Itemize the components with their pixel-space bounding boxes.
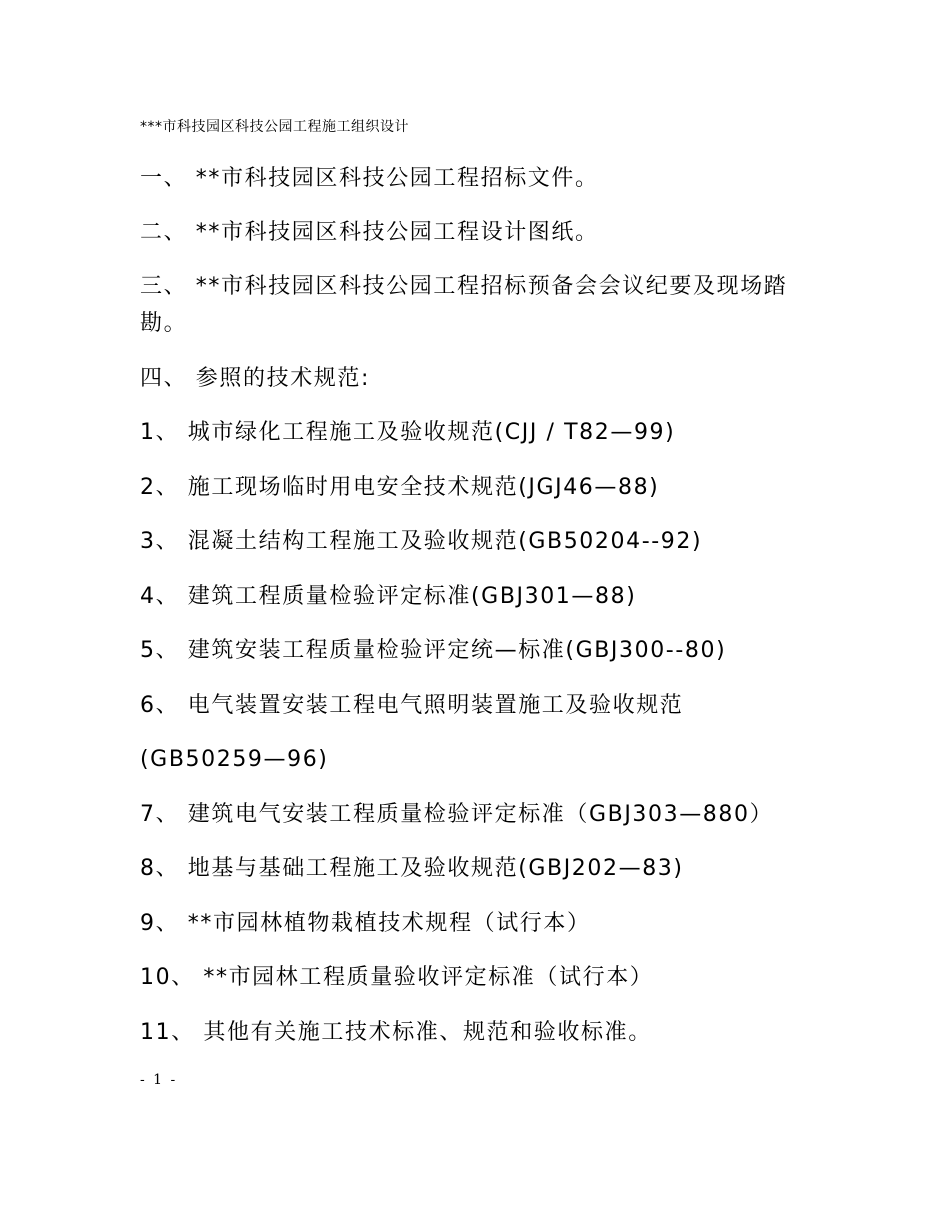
spec-item-11: 11、 其他有关施工技术标准、规范和验收标准。 (140, 1020, 652, 1045)
spec-item-2: 2、 施工现场临时用电安全技术规范(JGJ46—88) (140, 475, 660, 500)
spec-item-3: 3、 混凝土结构工程施工及验收规范(GB50204--92) (140, 529, 703, 554)
document-title: ***市科技园区科技公园工程施工组织设计 (140, 119, 409, 135)
spec-item-6-continuation: (GB50259—96) (140, 747, 329, 772)
spec-item-5: 5、 建筑安装工程质量检验评定统—标准(GBJ300--80) (140, 638, 727, 663)
spec-item-10: 10、 **市园林工程质量验收评定标准（试行本） (140, 965, 654, 990)
list-item-3-continuation: 勘。 (140, 311, 188, 336)
list-item-3: 三、 **市科技园区科技公园工程招标预备会会议纪要及现场踏 (140, 274, 788, 299)
page-number: - 1 - (140, 1072, 178, 1088)
list-item-1: 一、 **市科技园区科技公园工程招标文件。 (140, 166, 599, 191)
spec-item-7: 7、 建筑电气安装工程质量检验评定标准（GBJ303—880） (140, 802, 774, 827)
spec-item-4: 4、 建筑工程质量检验评定标准(GBJ301—88) (140, 584, 637, 609)
list-item-2: 二、 **市科技园区科技公园工程设计图纸。 (140, 220, 599, 245)
list-item-4: 四、 参照的技术规范: (140, 366, 371, 391)
spec-item-9: 9、 **市园林植物栽植技术规程（试行本） (140, 911, 591, 936)
spec-item-6: 6、 电气装置安装工程电气照明装置施工及验收规范 (140, 693, 684, 718)
spec-item-8: 8、 地基与基础工程施工及验收规范(GBJ202—83) (140, 856, 684, 881)
spec-item-1: 1、 城市绿化工程施工及验收规范(CJJ / T82—99) (140, 420, 676, 445)
